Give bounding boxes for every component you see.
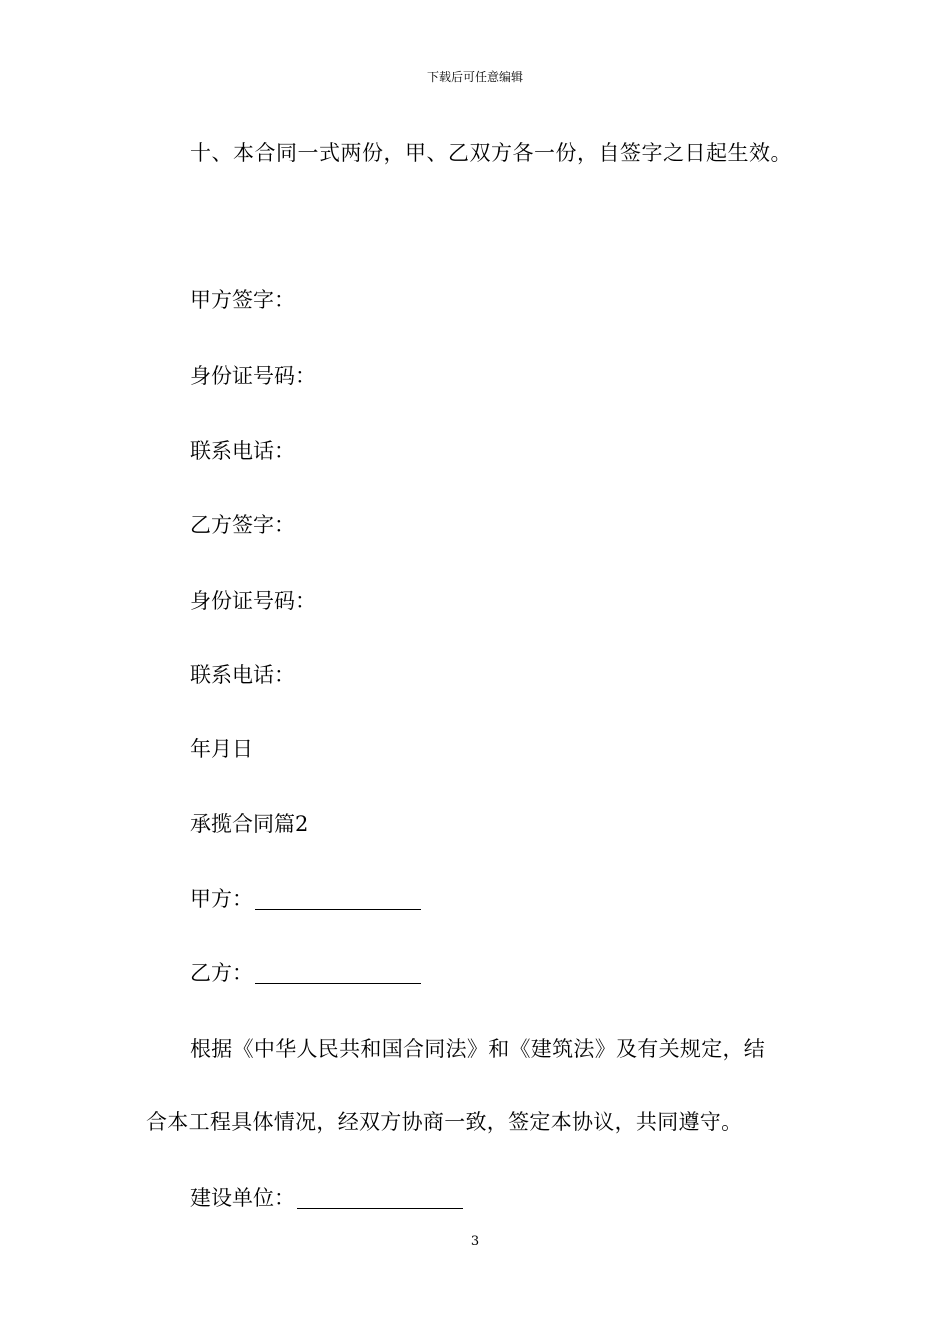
party-a-id-label: 身份证号码： — [190, 364, 316, 388]
construction-unit-line — [190, 1188, 463, 1209]
party-b-id-label: 身份证号码： — [190, 589, 316, 613]
party-a-blank — [255, 889, 421, 910]
party-b-phone-label: 联系电话： — [190, 663, 295, 687]
date-line: 年月日 — [190, 737, 253, 761]
party-a-line — [190, 889, 421, 910]
basis-paragraph-line-1: 根据《中华人民共和国合同法》和《建筑法》及有关规定，结 — [190, 1037, 766, 1061]
basis-paragraph-line-2: 合本工程具体情况，经双方协商一致，签定本协议，共同遵守。 — [146, 1110, 743, 1134]
party-a-label: 甲方： — [190, 887, 253, 911]
page-number: 3 — [470, 1234, 480, 1249]
party-a-signature-label: 甲方签字： — [190, 288, 295, 312]
party-b-line — [190, 963, 421, 984]
party-b-blank — [255, 963, 421, 984]
clause-ten: 十、本合同一式两份，甲、乙双方各一份，自签字之日起生效。 — [190, 141, 792, 165]
party-a-phone-label: 联系电话： — [190, 439, 295, 463]
page-header-note: 下载后可任意编辑 — [426, 70, 523, 84]
construction-unit-blank — [297, 1188, 463, 1209]
party-b-label: 乙方： — [190, 961, 253, 985]
construction-unit-label: 建设单位： — [190, 1186, 295, 1210]
party-b-signature-label: 乙方签字： — [190, 513, 295, 537]
contract-title: 承揽合同篇2 — [190, 812, 309, 836]
